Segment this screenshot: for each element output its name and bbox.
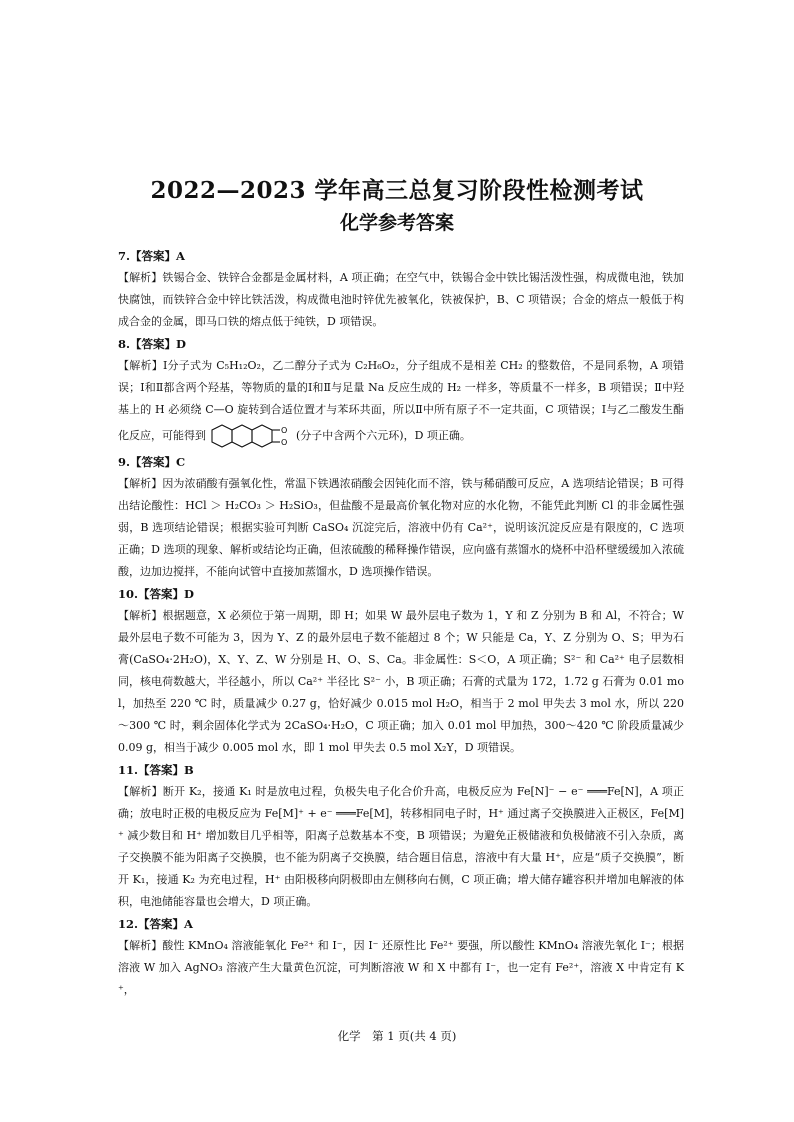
explanation-text [118, 355, 684, 451]
question-12 [118, 913, 684, 1001]
answer-line: 8.【答案】D [118, 337, 186, 351]
cyclic-ester-structure-image [208, 421, 294, 451]
explanation-part-a: 【解析】Ⅰ分子式为 C₅H₁₂O₂，乙二醇分子式为 C₂H₆O₂，分子组成不是相差 CH₂ 的整数倍，不是同系物，A 项错误；Ⅰ和Ⅱ都含两个羟基，等物质的量的Ⅰ和Ⅱ与足量 Na 反应生成的 H₂ 一样多，等质量不一样多，B 项错误；Ⅱ中羟基上的 H 必须绕 C—O 旋转到合适位置才与苯环共面，所以Ⅱ中所有原子不一定共面，C 项错误；Ⅰ与乙二酸发生酯化反应，可能得到 [118, 359, 684, 442]
question-9 [118, 451, 684, 583]
question-10 [118, 583, 684, 759]
explanation-part-b: (分子中含两个六元环)，D 项正确。 [296, 429, 471, 442]
svg-text:O: O [281, 438, 288, 447]
answer-line: 12.【答案】A [118, 917, 193, 931]
answer-line: 7.【答案】A [118, 249, 185, 263]
answer-content [118, 245, 684, 1001]
svg-text:O: O [281, 426, 288, 435]
answer-line: 10.【答案】D [118, 587, 194, 601]
question-8 [118, 333, 684, 451]
page-subtitle: 化学参考答案 [339, 212, 454, 234]
explanation-text: 【解析】酸性 KMnO₄ 溶液能氧化 Fe²⁺ 和 I⁻，因 I⁻ 还原性比 Fe²⁺ 要强，所以酸性 KMnO₄ 溶液先氧化 I⁻；根据溶液 W 加入 AgNO₃ 溶液产生大量黄色沉淀，可判断溶液 W 和 X 中都有 I⁻，也一定有 Fe²⁺，溶液 X 中肯定有 K⁺， [118, 939, 684, 996]
page-footer: 化学 第 1 页(共 4 页) [337, 1029, 457, 1043]
page-title: 2022—2023 学年高三总复习阶段性检测考试 [150, 177, 644, 204]
answer-line: 9.【答案】C [118, 455, 186, 469]
explanation-text: 【解析】铁锡合金、铁锌合金都是金属材料，A 项正确；在空气中，铁锡合金中铁比锡活泼性强，构成微电池，铁加快腐蚀，而铁锌合金中锌比铁活泼，构成微电池时锌优先被氧化，铁被保护，B、C 项错误；合金的熔点一般低于构成合金的金属，即马口铁的熔点低于纯铁，D 项错误。 [118, 271, 684, 328]
question-7 [118, 245, 684, 333]
structure-drawing [208, 421, 294, 451]
explanation-text: 【解析】断开 K₂，接通 K₁ 时是放电过程，负极失电子化合价升高，电极反应为 Fe[N]⁻ − e⁻ ═══Fe[N]，A 项正确；放电时正极的电极反应为 Fe[M]⁺ + e⁻ ═══Fe[M]，转移相同电子时，H⁺ 通过离子交换膜进入正极区，Fe[M]⁺ 减少数目和 H⁺ 增加数目几乎相等，阳离子总数基本不变，B 项错误；为避免正极储液和负极储液不引入杂质，离子交换膜不能为阳离子交换膜，也不能为阴离子交换膜，结合题目信息，溶液中有大量 H⁺，应是“质子交换膜”，断开 K₁，接通 K₂ 为充电过程，H⁺ 由阳极移向阴极即由左侧移向右侧，C 项正确；增大储存罐容积并增加电解液的体积，电池储能容量也会增大，D 项正确。 [118, 785, 684, 908]
explanation-text: 【解析】根据题意，X 必须位于第一周期，即 H；如果 W 最外层电子数为 1，Y 和 Z 分别为 B 和 Al，不符合；W 最外层电子数不可能为 3，因为 Y、Z 的最外层电子数不能超过 8 个；W 只能是 Ca，Y、Z 分别为 O、S；甲为石膏(CaSO₄·2H₂O)，X、Y、Z、W 分别是 H、O、S、Ca。非金属性：S＜O，A 项正确；S²⁻ 和 Ca²⁺ 电子层数相同，核电荷数越大，半径越小，所以 Ca²⁺ 半径比 S²⁻ 小，B 项正确；石膏的式量为 172，1.72 g 石膏为 0.01 mol，加热至 220 ℃ 时，质量减少 0.27 g，恰好减少 0.015 mol H₂O，相当于 2 mol 甲失去 3 mol 水，所以 220～300 ℃ 时，剩余固体化学式为 2CaSO₄·H₂O，C 项正确；加入 0.01 mol 甲加热，300～420 ℃ 阶段质量减少 0.09 g，相当于减少 0.005 mol 水，即 1 mol 甲失去 0.5 mol X₂Y，D 项错误。 [118, 609, 684, 754]
answer-line: 11.【答案】B [118, 763, 194, 777]
explanation-text: 【解析】因为浓硝酸有强氧化性，常温下铁遇浓硝酸会因钝化而不溶，铁与稀硝酸可反应，A 选项结论错误；B 可得出结论酸性：HCl ＞ H₂CO₃ ＞ H₂SiO₃，但盐酸不是最高价氧化物对应的水化物，不能凭此判断 Cl 的非金属性强弱，B 选项结论错误；根据实验可判断 CaSO₄ 沉淀完后，溶液中仍有 Ca²⁺，说明该沉淀反应是有限度的，C 选项正确；D 选项的现象、解析或结论均正确，但浓硫酸的稀释操作错误，应向盛有蒸馏水的烧杯中沿杯壁缓缓加入浓硫酸，边加边搅拌，不能向试管中直接加蒸馏水，D 选项操作错误。 [118, 477, 684, 578]
question-11 [118, 759, 684, 913]
